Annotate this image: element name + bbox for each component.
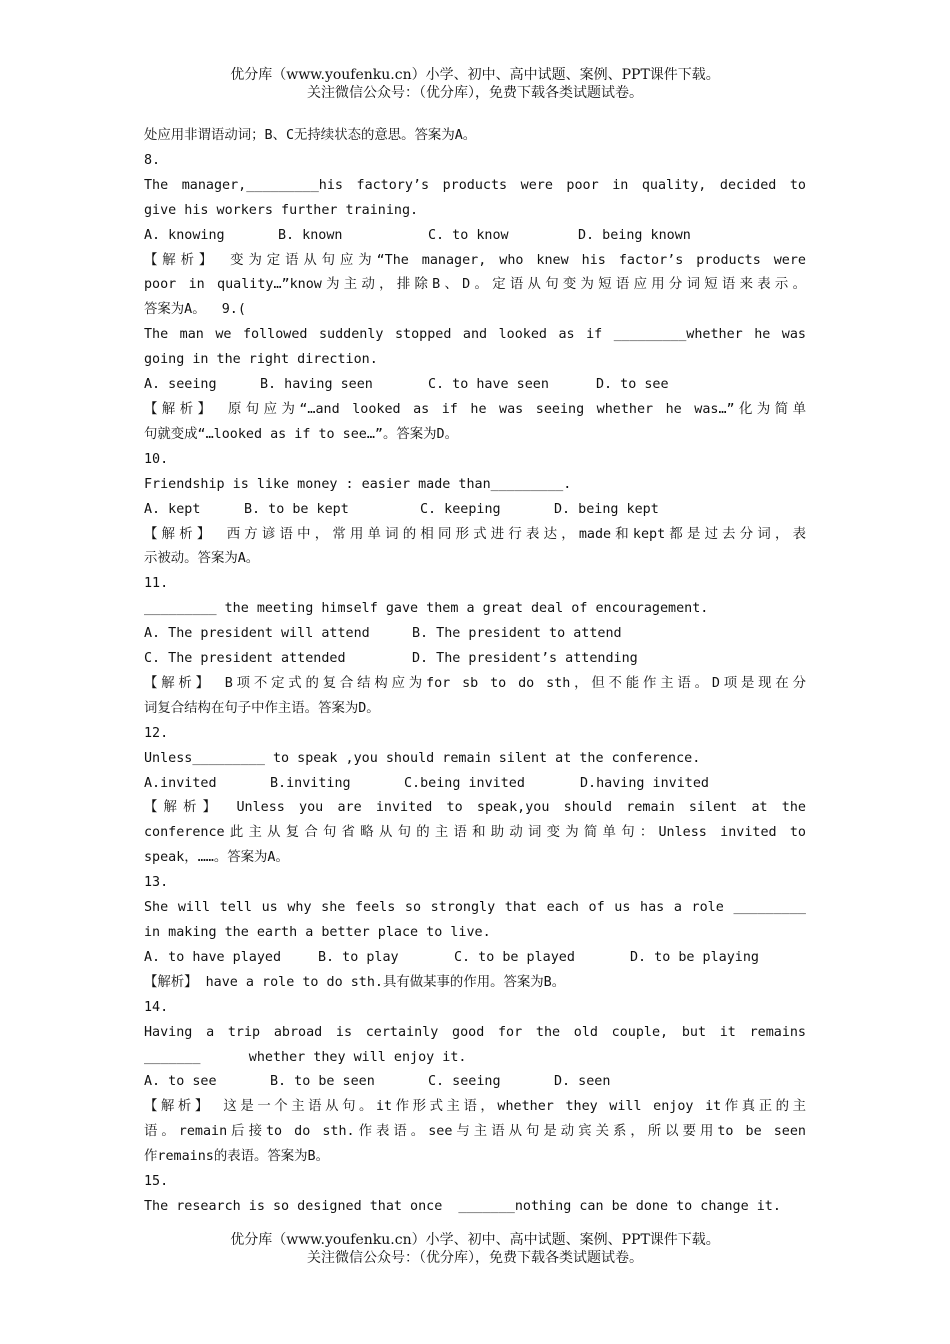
option-a: A. seeing — [144, 377, 217, 393]
option-b: B. to be kept — [244, 501, 349, 517]
answer-options — [144, 224, 806, 249]
explanation-text: conference此主从复合句省略从句的主语和助动词变为简单句：Unless invited to — [144, 825, 806, 841]
question-text: give his workers further training. — [144, 202, 419, 218]
answer-options — [144, 622, 806, 647]
option-a: A. to have played — [144, 949, 282, 965]
question-number: 13. — [144, 875, 169, 891]
question-number: 10. — [144, 451, 169, 467]
question-text: _________ the meeting himself gave them a great deal of encouragement. — [144, 601, 709, 617]
header-line-2: 关注微信公众号：（优分库），免费下载各类试题试卷。 — [307, 85, 643, 101]
question-text: The manager,_________his factory’s products were poor in quality, decided to — [144, 177, 806, 193]
footer-line-2: 关注微信公众号：（优分库），免费下载各类试题试卷。 — [307, 1250, 643, 1266]
explanation-text: poor in quality…”know为主动，排除B、D。定语从句变为短语应用分词短语来表示。 — [144, 277, 806, 293]
option-d: D. to be playing — [630, 949, 759, 965]
question-number: 14. — [144, 999, 169, 1015]
option-c: C. keeping — [420, 501, 501, 517]
explanation-text: 【解析】 原句应为“…and looked as if he was seeing whether he was…”化为简单 — [144, 401, 806, 417]
option-d: D. The president’s attending — [412, 651, 638, 667]
answer-options — [144, 772, 806, 797]
text-line: 处应用非谓语动词；B、C无持续状态的意思。答案为A。 — [144, 128, 477, 143]
explanation-text: 句就变成“…looked as if to see…”。答案为D。 — [144, 426, 458, 442]
question-text: The research is so designed that once _______nothing can be done to change it. — [144, 1198, 781, 1214]
option-b: B.inviting — [270, 775, 351, 791]
option-b: B. The president to attend — [412, 626, 622, 642]
answer-options — [144, 647, 806, 672]
page-header — [0, 66, 950, 102]
question-number: 15. — [144, 1174, 169, 1190]
page-footer — [0, 1231, 950, 1267]
explanation-text: 语。remain后接to do sth.作表语。see与主语从句是动宾关系，所以要用to be seen — [144, 1124, 806, 1140]
answer-options — [144, 498, 806, 523]
option-a: A. knowing — [144, 227, 225, 243]
option-c: C. to be played — [454, 949, 575, 965]
header-line-1: 优分库（www.youfenku.cn）小学、初中、高中试题、案例、PPT课件下载。 — [230, 67, 720, 83]
option-d: D. seen — [554, 1074, 611, 1090]
explanation-text: speak，……。答案为A。 — [144, 850, 289, 866]
option-b: B. known — [278, 227, 343, 243]
option-a: A.invited — [144, 775, 217, 791]
question-number: 8. — [144, 152, 161, 168]
question-text: The man we followed suddenly stopped and looked as if _________whether he was — [144, 327, 806, 343]
question-text: in making the earth a better place to live. — [144, 925, 491, 940]
explanation-text: 【解析】 Unless you are invited to speak,you should remain silent at the — [144, 800, 806, 816]
option-d: D. being kept — [554, 501, 659, 517]
option-d: D.having invited — [580, 775, 709, 791]
option-c: C. to have seen — [428, 377, 549, 393]
explanation-text: 【解析】 西方谚语中，常用单词的相同形式进行表达，made和kept都是过去分词，表 — [144, 526, 806, 542]
question-text: going in the right direction. — [144, 352, 378, 368]
option-c: C. to know — [428, 227, 509, 243]
question-text: Unless_________ to speak ,you should remain silent at the conference. — [144, 750, 701, 766]
explanation-text: 【解析】 这是一个主语从句。it作形式主语，whether they will enjoy it作真正的主 — [144, 1099, 806, 1115]
explanation-text: 【解析】 have a role to do sth.具有做某事的作用。答案为B。 — [144, 974, 566, 990]
explanation-text: 词复合结构在句子中作主语。答案为D。 — [144, 700, 380, 716]
option-c: C. seeing — [428, 1074, 501, 1090]
question-text: _______ whether they will enjoy it. — [144, 1049, 467, 1065]
option-b: B. to be seen — [270, 1074, 375, 1090]
question-text: Friendship is like money : easier made than_________. — [144, 476, 572, 492]
explanation-text: 【解析】 变为定语从句应为“The manager, who knew his factor’s products were — [144, 252, 806, 268]
question-text: Having a trip abroad is certainly good for the old couple, but it remains — [144, 1024, 806, 1040]
option-a: A. to see — [144, 1074, 217, 1090]
option-d: D. being known — [578, 227, 691, 243]
question-number: 12. — [144, 725, 169, 741]
footer-line-1: 优分库（www.youfenku.cn）小学、初中、高中试题、案例、PPT课件下载。 — [230, 1232, 720, 1248]
explanation-text: 【解析】 B项不定式的复合结构应为for sb to do sth，但不能作主语。D项是现在分 — [144, 675, 806, 691]
explanation-text: 作remains的表语。答案为B。 — [144, 1149, 330, 1165]
answer-options — [144, 946, 806, 971]
option-a: A. The president will attend — [144, 626, 370, 642]
option-a: A. kept — [144, 501, 201, 517]
document-body — [144, 124, 806, 1220]
option-c: C. The president attended — [144, 651, 346, 667]
question-text: She will tell us why she feels so strongly that each of us has a role _________ — [144, 900, 806, 916]
answer-options — [144, 1070, 806, 1095]
option-c: C.being invited — [404, 775, 525, 791]
answer-options — [144, 373, 806, 398]
option-b: B. having seen — [260, 377, 373, 393]
question-number: 11. — [144, 576, 169, 592]
option-d: D. to see — [596, 377, 669, 393]
option-b: B. to play — [318, 949, 399, 965]
explanation-text: 示被动。答案为A。 — [144, 551, 260, 567]
explanation-text: 答案为A。 9.( — [144, 302, 246, 318]
